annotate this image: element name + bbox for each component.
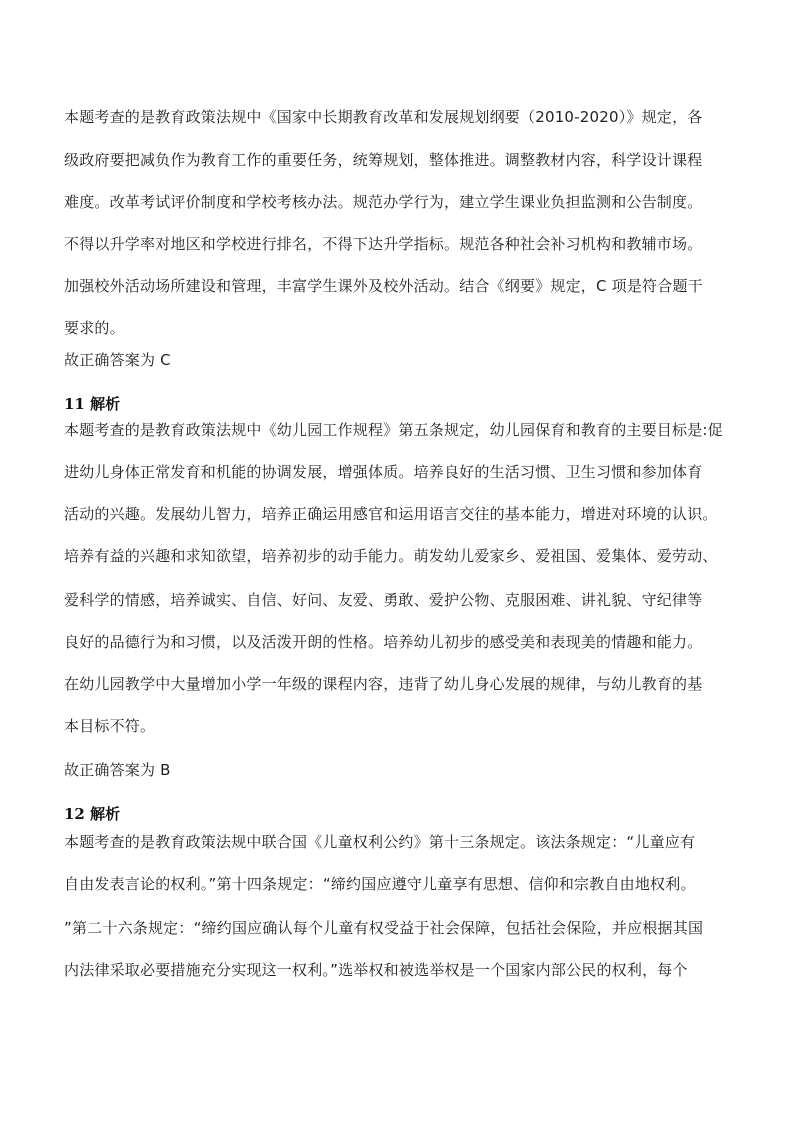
section-12-line-2: 自由发表言论的权利。”第十四条规定：“缔约国应遵守儿童享有思想、信仰和宗教自由地权利。 — [64, 875, 696, 893]
section-10-line-1: 本题考查的是教育政策法规中《国家中长期教育改革和发展规划纲要（2010-2020）》规定，各 — [64, 108, 703, 126]
section-11-heading: 11 解析 — [64, 395, 121, 413]
section-11-line-7: 在幼儿园教学中大量增加小学一年级的课程内容，违背了幼儿身心发展的规律，与幼儿教育的基 — [64, 675, 703, 693]
section-10-line-2: 级政府要把减负作为教育工作的重要任务，统筹规划，整体推进。调整教材内容，科学设计课程 — [64, 151, 703, 169]
section-10-line-3: 难度。改革考试评价制度和学校考核办法。规范办学行为，建立学生课业负担监测和公告制度。 — [64, 193, 703, 211]
section-10-answer: 故正确答案为 C — [64, 351, 171, 369]
section-12-line-3: ”第二十六条规定：“缔约国应确认每个儿童有权受益于社会保障，包括社会保险，并应根据其国 — [64, 919, 704, 937]
section-12-line-4: 内法律采取必要措施充分实现这一权利。”选举权和被选举权是一个国家内部公民的权利，每个 — [64, 961, 688, 979]
section-11-line-5: 爱科学的情感，培养诚实、自信、好问、友爱、勇敢、爱护公物、克服困难、讲礼貌、守纪律等 — [64, 591, 703, 609]
section-11-line-4: 培养有益的兴趣和求知欲望，培养初步的动手能力。萌发幼儿爱家乡、爱祖国、爱集体、爱劳动、 — [64, 547, 718, 565]
section-10-line-6: 要求的。 — [64, 319, 125, 337]
section-10-line-5: 加强校外活动场所建设和管理，丰富学生课外及校外活动。结合《纲要》规定，C 项是符合题干 — [64, 277, 703, 295]
section-11-line-3: 活动的兴趣。发展幼儿智力，培养正确运用感官和运用语言交往的基本能力，增进对环境的认识。 — [64, 505, 718, 523]
section-11-answer: 故正确答案为 B — [64, 761, 171, 779]
section-11-line-1: 本题考查的是教育政策法规中《幼儿园工作规程》第五条规定，幼儿园保育和教育的主要目标是:促 — [64, 421, 723, 439]
section-11-line-8: 本目标不符。 — [64, 717, 156, 735]
section-11-line-2: 进幼儿身体正常发育和机能的协调发展，增强体质。培养良好的生活习惯、卫生习惯和参加体育 — [64, 463, 703, 481]
section-12-heading: 12 解析 — [64, 805, 121, 823]
section-10-line-4: 不得以升学率对地区和学校进行排名，不得下达升学指标。规范各种社会补习机构和教辅市场。 — [64, 235, 703, 253]
section-12-line-1: 本题考查的是教育政策法规中联合国《儿童权利公约》第十三条规定。该法条规定：“儿童应有 — [64, 833, 696, 851]
section-11-line-6: 良好的品德行为和习惯，以及活泼开朗的性格。培养幼儿初步的感受美和表现美的情趣和能力。 — [64, 633, 703, 651]
